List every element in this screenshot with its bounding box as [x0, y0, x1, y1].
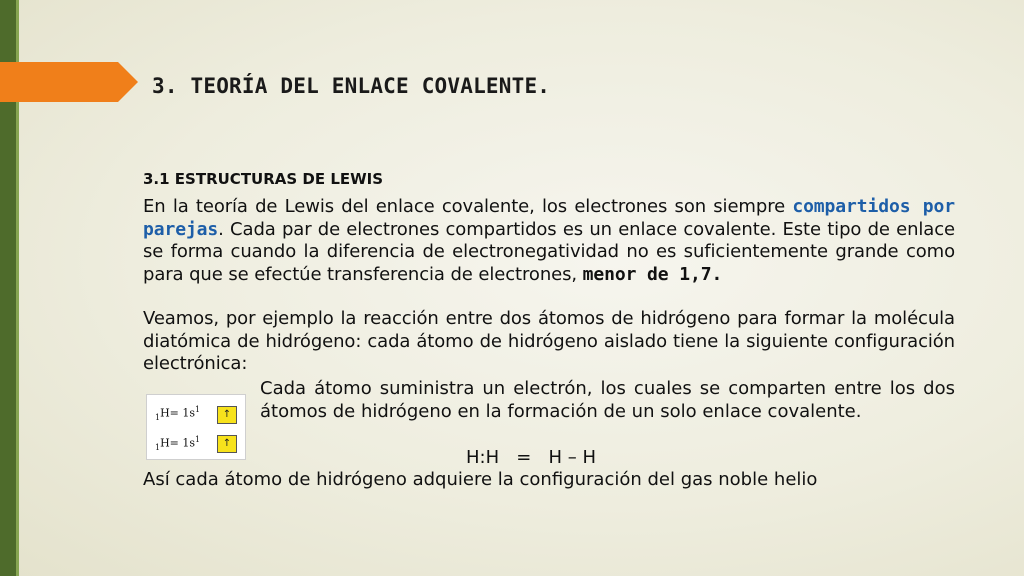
configuration-text: H= 1s: [160, 406, 196, 420]
paragraph-text: . Cada par de electrones compartidos es un enlace covalente. Este tipo de enlace se forma cuando la diferencia de electronegatividad no es suficientemente grande como para que se efectúe transferencia de electrones,: [143, 218, 955, 285]
section-subtitle: 3.1 ESTRUCTURAS DE LEWIS: [143, 170, 384, 188]
atomic-number: 1: [155, 442, 161, 452]
highlight-shared-pairs: compartidos por parejas: [143, 196, 955, 240]
title-arrow-icon: [0, 62, 138, 102]
slide-title: 3. TEORÍA DEL ENLACE COVALENTE.: [152, 74, 551, 98]
bond-formula: H:H = H – H: [466, 447, 597, 468]
highlight-threshold: menor de 1,7.: [582, 263, 723, 285]
orbital-up-arrow-icon: ↑: [217, 406, 237, 424]
paragraph-hydrogen-example: Veamos, por ejemplo la reacción entre dos átomos de hidrógeno para formar la molécula diatómica de hidrógeno: cada átomo de hidrógeno aislado tiene la siguiente configuración electrónica:: [143, 308, 955, 374]
configuration-text: H= 1s: [160, 436, 196, 450]
atomic-number: 1: [155, 412, 161, 422]
electron-count: 1: [195, 435, 201, 444]
paragraph-lewis-theory: [143, 196, 955, 286]
configuration-row: [155, 435, 200, 452]
paragraph-text: En la teoría de Lewis del enlace covalente, los electrones son siempre: [143, 196, 793, 217]
orbital-up-arrow-icon: ↑: [217, 435, 237, 453]
electron-count: 1: [195, 405, 201, 414]
electron-configuration-box: [146, 394, 246, 460]
paragraph-shared-electron: Cada átomo suministra un electrón, los cuales se comparten entre los dos átomos de hidrógeno en la formación de un solo enlace covalente.: [260, 378, 955, 422]
configuration-row: [155, 405, 200, 422]
paragraph-conclusion: Así cada átomo de hidrógeno adquiere la configuración del gas noble helio: [143, 469, 818, 490]
